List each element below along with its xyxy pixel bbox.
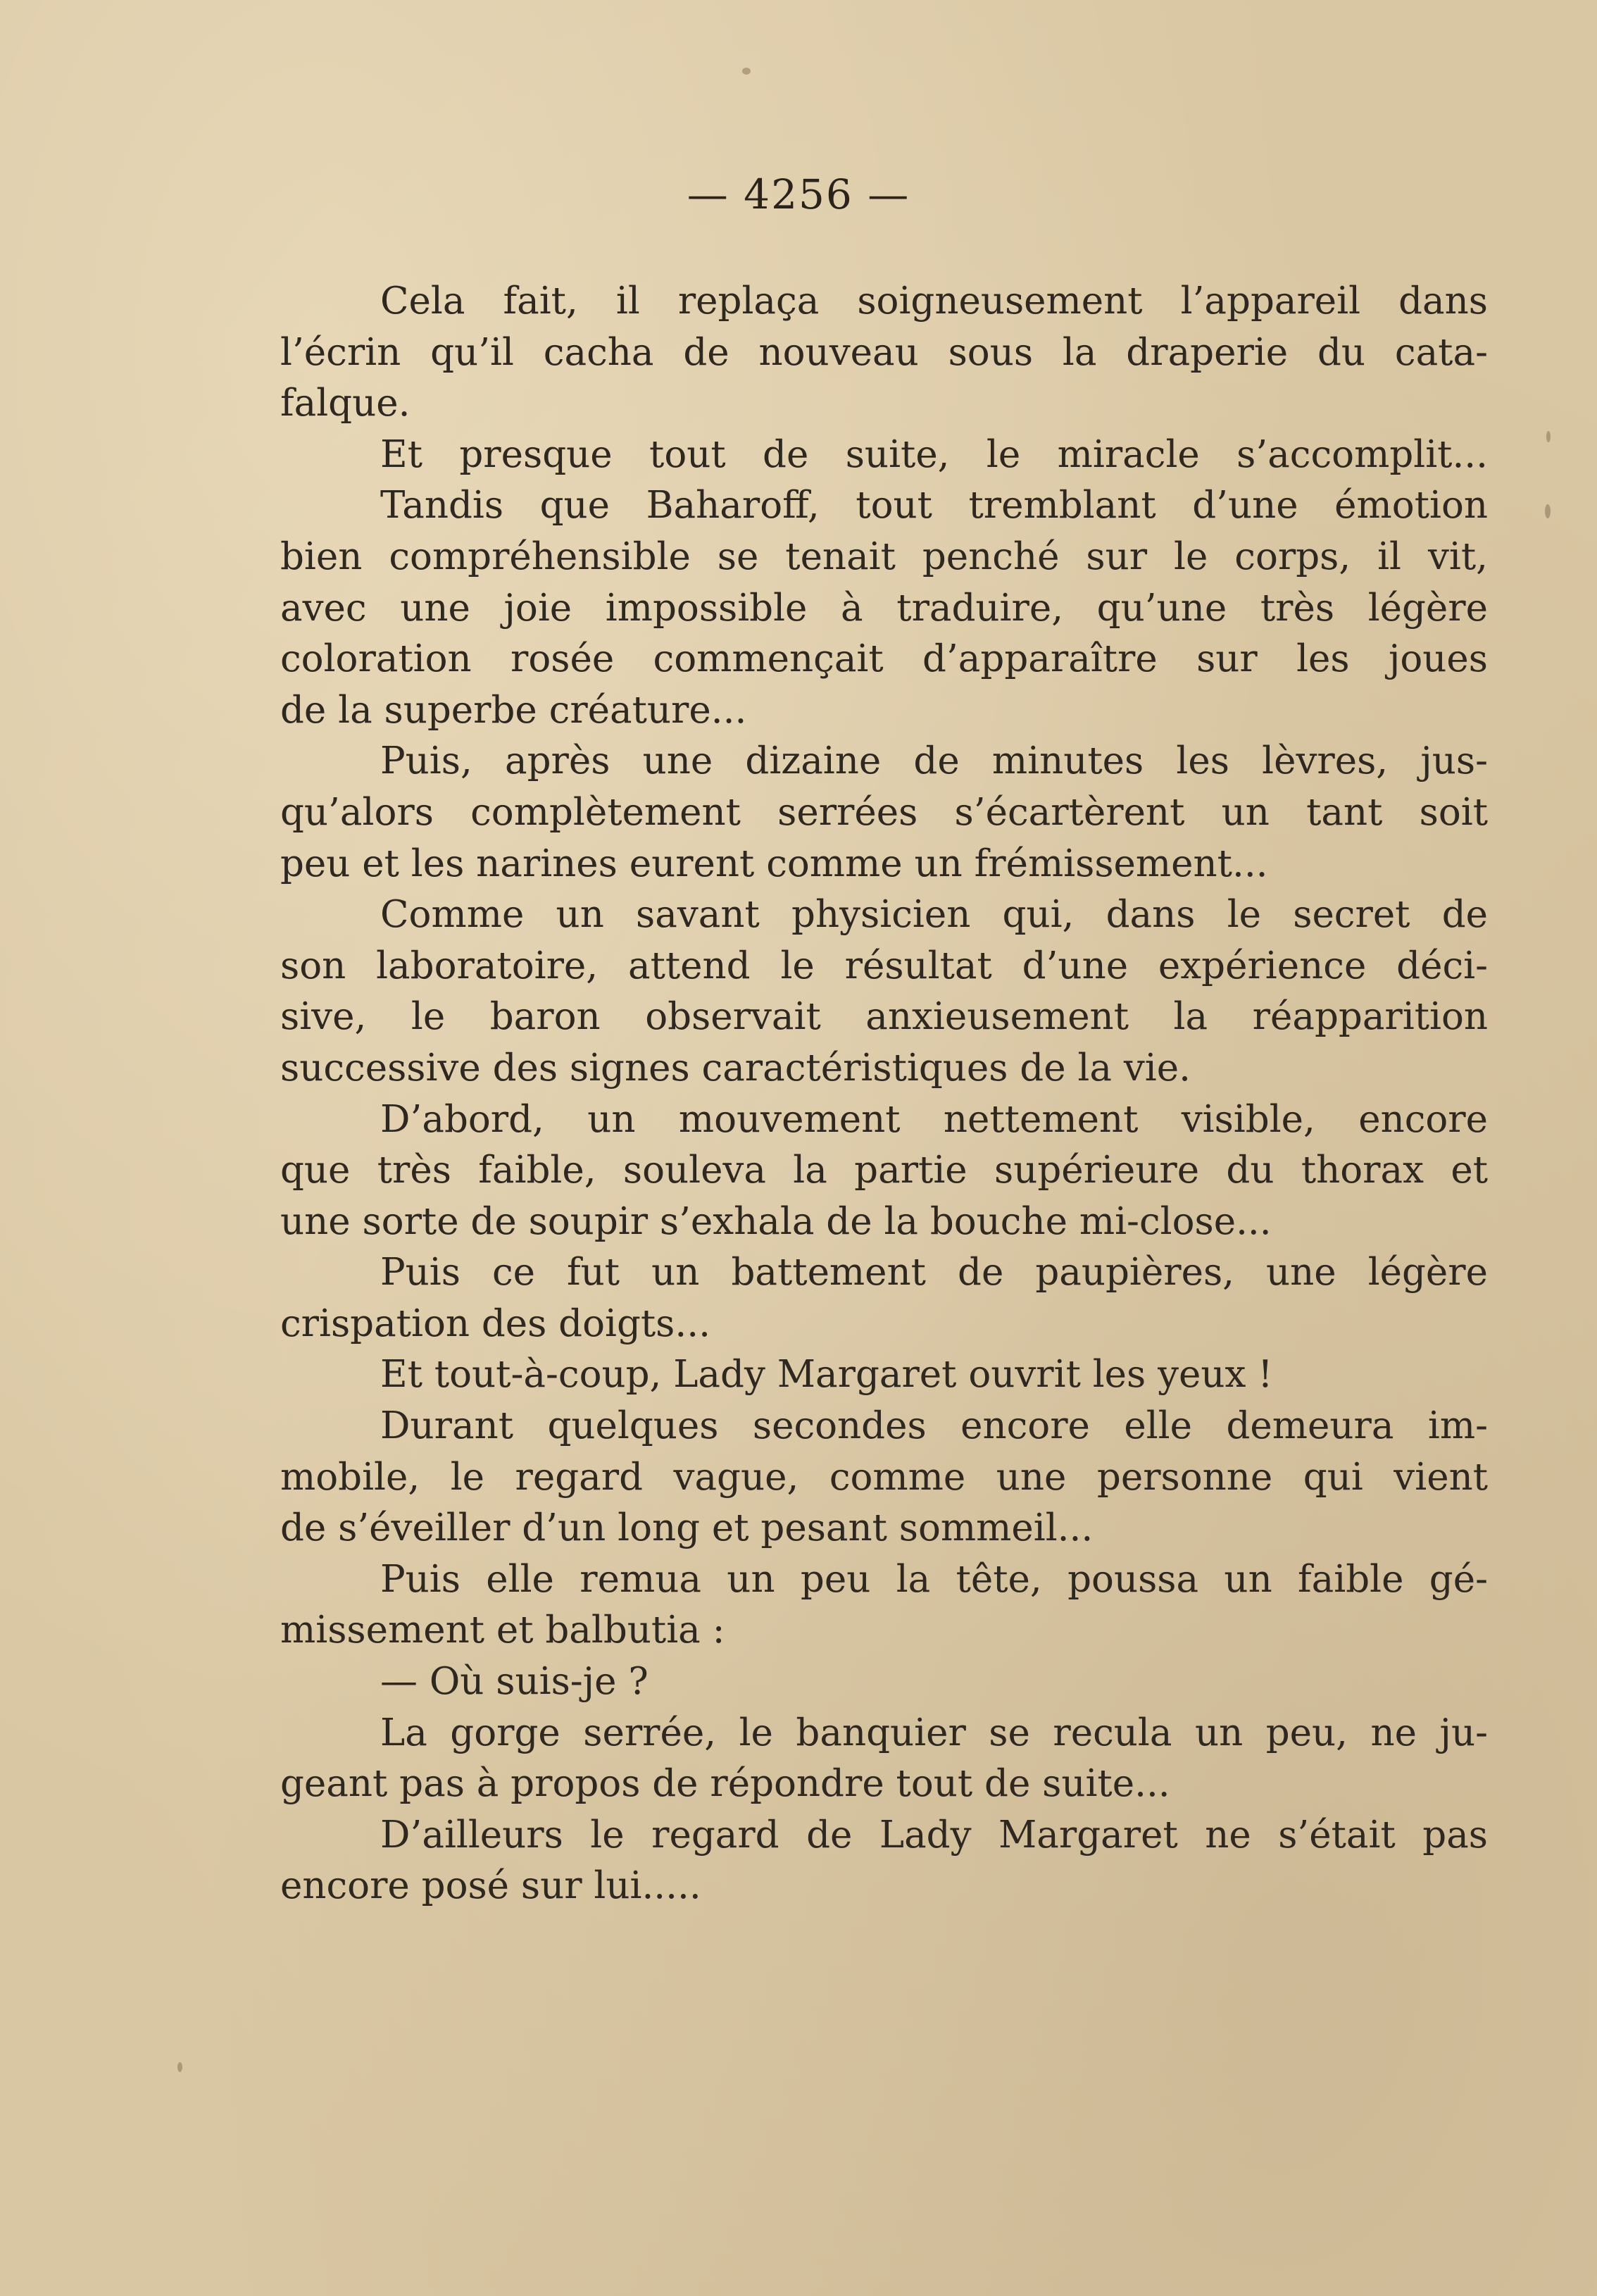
- text-line: Tandis que Baharoff, tout tremblant d’une émotion: [380, 484, 1488, 528]
- text-line: Comme un savant physicien qui, dans le secret de: [380, 893, 1488, 937]
- body-text: [280, 276, 1488, 1912]
- text-line: — Où suis-je ?: [380, 1660, 649, 1704]
- text-line: geant pas à propos de répondre tout de suite...: [280, 1762, 1170, 1806]
- text-line: l’écrin qu’il cacha de nouveau sous la draperie du cata-: [280, 330, 1488, 374]
- text-line: Durant quelques secondes encore elle demeura im-: [380, 1404, 1488, 1448]
- text-line: Puis elle remua un peu la tête, poussa un faible gé-: [380, 1557, 1488, 1601]
- text-line: une sorte de soupir s’exhala de la bouche mi-close...: [280, 1199, 1272, 1243]
- paper-speck: [177, 2062, 182, 2072]
- text-line: de la superbe créature...: [280, 688, 747, 732]
- text-line: Et tout-à-coup, Lady Margaret ouvrit les yeux !: [380, 1353, 1273, 1397]
- text-line: qu’alors complètement serrées s’écartèrent un tant soit: [280, 790, 1488, 834]
- text-line: Et presque tout de suite, le miracle s’accomplit...: [380, 432, 1488, 476]
- text-line: falque.: [280, 382, 411, 425]
- text-line: Puis, après une dizaine de minutes les lèvres, jus-: [380, 740, 1488, 783]
- text-line: avec une joie impossible à traduire, qu’une très légère: [280, 586, 1488, 630]
- text-line: crispation des doigts...: [280, 1302, 710, 1345]
- text-line: coloration rosée commençait d’apparaître sur les joues: [280, 637, 1488, 681]
- paper-speck: [1545, 504, 1551, 518]
- text-line: peu et les narines eurent comme un frémissement...: [280, 842, 1268, 885]
- paper-speck: [742, 68, 751, 75]
- text-line: de s’éveiller d’un long et pesant sommeil...: [280, 1506, 1094, 1550]
- text-line: sive, le baron observait anxieusement la réapparition: [280, 995, 1488, 1039]
- text-line: son laboratoire, attend le résultat d’une expérience déci-: [280, 944, 1488, 987]
- text-line: mobile, le regard vague, comme une personne qui vient: [280, 1455, 1488, 1499]
- text-line: Cela fait, il replaça soigneusement l’appareil dans: [380, 280, 1488, 323]
- text-line: missement et balbutia :: [280, 1609, 725, 1652]
- page-number: — 4256 —: [687, 170, 910, 218]
- text-line: La gorge serrée, le banquier se recula un peu, ne ju-: [380, 1711, 1488, 1754]
- paper-speck: [1546, 431, 1551, 442]
- text-line: Puis ce fut un battement de paupières, une légère: [380, 1251, 1488, 1294]
- text-line: bien compréhensible se tenait penché sur le corps, il vit,: [280, 535, 1488, 578]
- text-line: D’ailleurs le regard de Lady Margaret ne s’était pas: [380, 1813, 1488, 1857]
- text-line: encore posé sur lui.....: [280, 1864, 701, 1908]
- text-line: que très faible, souleva la partie supérieure du thorax et: [280, 1149, 1488, 1192]
- text-line: successive des signes caractéristiques de la vie.: [280, 1046, 1191, 1090]
- text-line: D’abord, un mouvement nettement visible, encore: [380, 1097, 1488, 1141]
